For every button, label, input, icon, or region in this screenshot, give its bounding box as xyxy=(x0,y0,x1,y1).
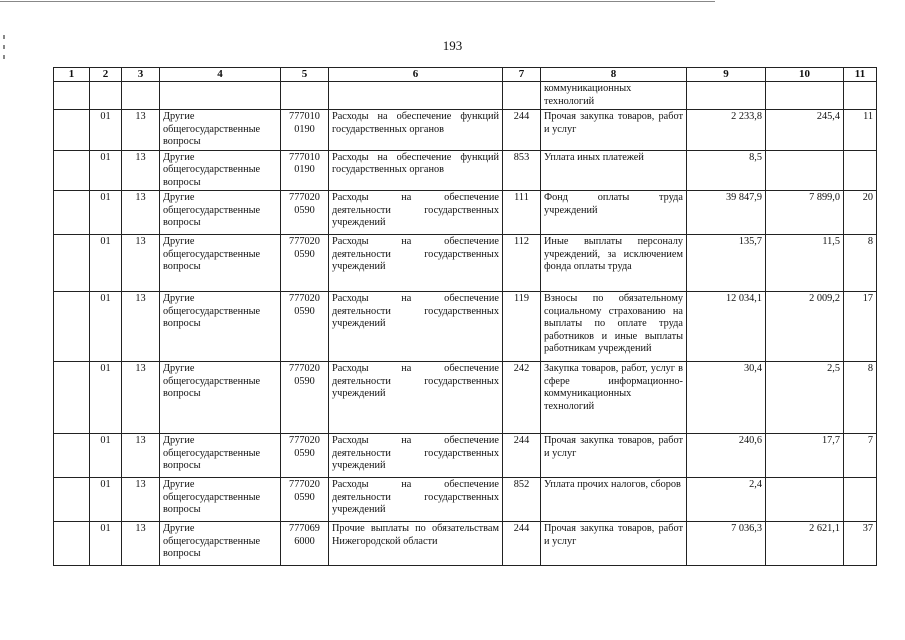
cell-percent: 8 xyxy=(844,235,877,292)
cell-description: Прочая закупка товаров, работ и услуг xyxy=(541,110,687,151)
cell-description: коммуникационных технологий xyxy=(541,82,687,110)
cell-expense-type: 244 xyxy=(503,434,541,478)
cell-target-code: 777020 0590 xyxy=(281,191,329,235)
cell-amount-plan: 30,4 xyxy=(687,362,766,434)
cell-subsection: 13 xyxy=(122,434,160,478)
cell-amount-actual: 2 009,2 xyxy=(766,292,844,362)
table-row xyxy=(54,150,877,191)
table-row-continuation xyxy=(54,82,877,110)
cell-target-code: 777020 0590 xyxy=(281,292,329,362)
header-col-10: 10 xyxy=(766,68,844,82)
budget-table xyxy=(53,67,877,566)
cell-subsection: 13 xyxy=(122,522,160,566)
header-col-6: 6 xyxy=(329,68,503,82)
header-col-7: 7 xyxy=(503,68,541,82)
cell-amount-plan: 135,7 xyxy=(687,235,766,292)
cell-target-name: Расходы на обеспечение функций государственных органов xyxy=(329,110,503,151)
header-col-2: 2 xyxy=(90,68,122,82)
cell-target-name: Расходы на обеспечение деятельности государственных учреждений xyxy=(329,235,503,292)
cell-expense-type: 111 xyxy=(503,191,541,235)
cell-subsection: 13 xyxy=(122,191,160,235)
cell-percent: 17 xyxy=(844,292,877,362)
cell-subsection: 13 xyxy=(122,235,160,292)
cell-subsection-name: Другие общегосударственные вопросы xyxy=(160,235,281,292)
cell-amount-actual: 17,7 xyxy=(766,434,844,478)
cell-amount-actual: 11,5 xyxy=(766,235,844,292)
cell-section: 01 xyxy=(90,191,122,235)
cell-amount-actual: 2,5 xyxy=(766,362,844,434)
cell-subsection-name: Другие общегосударственные вопросы xyxy=(160,362,281,434)
cell-subsection-name: Другие общегосударственные вопросы xyxy=(160,292,281,362)
table-row xyxy=(54,434,877,478)
cell-section: 01 xyxy=(90,434,122,478)
cell-section: 01 xyxy=(90,150,122,191)
cell-subsection: 13 xyxy=(122,292,160,362)
cell-expense-type: 244 xyxy=(503,522,541,566)
cell-target-code: 777010 0190 xyxy=(281,150,329,191)
table-row xyxy=(54,191,877,235)
cell-target-code: 777020 0590 xyxy=(281,478,329,522)
cell-target-code: 777010 0190 xyxy=(281,110,329,151)
header-col-9: 9 xyxy=(687,68,766,82)
table-row xyxy=(54,110,877,151)
cell-description: Прочая закупка товаров, работ и услуг xyxy=(541,434,687,478)
table-row xyxy=(54,522,877,566)
cell-amount-actual xyxy=(766,478,844,522)
cell-target-name: Расходы на обеспечение деятельности государственных учреждений xyxy=(329,191,503,235)
cell-amount-actual xyxy=(766,150,844,191)
cell-subsection-name: Другие общегосударственные вопросы xyxy=(160,478,281,522)
cell-section: 01 xyxy=(90,235,122,292)
header-col-3: 3 xyxy=(122,68,160,82)
cell-subsection: 13 xyxy=(122,110,160,151)
cell-target-code: 777020 0590 xyxy=(281,235,329,292)
cell-percent: 8 xyxy=(844,362,877,434)
cell-percent: 37 xyxy=(844,522,877,566)
header-col-1: 1 xyxy=(54,68,90,82)
header-row xyxy=(54,68,877,82)
cell-percent xyxy=(844,478,877,522)
cell-subsection-name: Другие общегосударственные вопросы xyxy=(160,522,281,566)
cell-expense-type: 242 xyxy=(503,362,541,434)
page-number: 193 xyxy=(442,38,463,53)
cell-target-code: 777020 0590 xyxy=(281,362,329,434)
cell-percent xyxy=(844,150,877,191)
scan-top-edge-line xyxy=(0,1,715,2)
cell-amount-plan: 2,4 xyxy=(687,478,766,522)
cell-subsection: 13 xyxy=(122,478,160,522)
header-col-11: 11 xyxy=(844,68,877,82)
cell-target-code: 777069 6000 xyxy=(281,522,329,566)
cell-target-code: 777020 0590 xyxy=(281,434,329,478)
cell-subsection-name: Другие общегосударственные вопросы xyxy=(160,434,281,478)
cell-description: Иные выплаты персоналу учреждений, за исключением фонда оплаты труда xyxy=(541,235,687,292)
cell-amount-actual: 7 899,0 xyxy=(766,191,844,235)
cell-subsection: 13 xyxy=(122,362,160,434)
cell-subsection: 13 xyxy=(122,150,160,191)
cell-expense-type: 112 xyxy=(503,235,541,292)
cell-section: 01 xyxy=(90,362,122,434)
cell-target-name: Расходы на обеспечение функций государственных органов xyxy=(329,150,503,191)
cell-target-name: Расходы на обеспечение деятельности государственных учреждений xyxy=(329,292,503,362)
cell-amount-plan: 8,5 xyxy=(687,150,766,191)
cell-description: Прочая закупка товаров, работ и услуг xyxy=(541,522,687,566)
cell-expense-type: 119 xyxy=(503,292,541,362)
cell-description: Закупка товаров, работ, услуг в сфере информационно-коммуникационных технологий xyxy=(541,362,687,434)
cell-expense-type: 244 xyxy=(503,110,541,151)
cell-expense-type: 853 xyxy=(503,150,541,191)
cell-subsection-name: Другие общегосударственные вопросы xyxy=(160,110,281,151)
cell-subsection-name: Другие общегосударственные вопросы xyxy=(160,191,281,235)
cell-amount-actual: 2 621,1 xyxy=(766,522,844,566)
cell-target-name: Расходы на обеспечение деятельности государственных учреждений xyxy=(329,434,503,478)
header-col-4: 4 xyxy=(160,68,281,82)
table-row xyxy=(54,362,877,434)
cell-section: 01 xyxy=(90,110,122,151)
cell-amount-actual: 245,4 xyxy=(766,110,844,151)
cell-description: Уплата иных платежей xyxy=(541,150,687,191)
cell-description: Взносы по обязательному социальному страхованию на выплаты по оплате труда работников и иные выплаты работникам учреждений xyxy=(541,292,687,362)
cell-target-name: Расходы на обеспечение деятельности государственных учреждений xyxy=(329,362,503,434)
table-row xyxy=(54,292,877,362)
cell-amount-plan: 2 233,8 xyxy=(687,110,766,151)
cell-amount-plan: 39 847,9 xyxy=(687,191,766,235)
cell-section: 01 xyxy=(90,522,122,566)
cell-subsection-name: Другие общегосударственные вопросы xyxy=(160,150,281,191)
table-row xyxy=(54,235,877,292)
header-col-5: 5 xyxy=(281,68,329,82)
header-col-8: 8 xyxy=(541,68,687,82)
cell-description: Уплата прочих налогов, сборов xyxy=(541,478,687,522)
cell-description: Фонд оплаты труда учреждений xyxy=(541,191,687,235)
cell-amount-plan: 12 034,1 xyxy=(687,292,766,362)
cell-percent: 7 xyxy=(844,434,877,478)
cell-amount-plan: 240,6 xyxy=(687,434,766,478)
cell-percent: 20 xyxy=(844,191,877,235)
cell-percent: 11 xyxy=(844,110,877,151)
cell-section: 01 xyxy=(90,292,122,362)
cell-target-name: Прочие выплаты по обязательствам Нижегородской области xyxy=(329,522,503,566)
cell-section: 01 xyxy=(90,478,122,522)
table-row xyxy=(54,478,877,522)
cell-expense-type: 852 xyxy=(503,478,541,522)
cell-amount-plan: 7 036,3 xyxy=(687,522,766,566)
cell-target-name: Расходы на обеспечение деятельности государственных учреждений xyxy=(329,478,503,522)
